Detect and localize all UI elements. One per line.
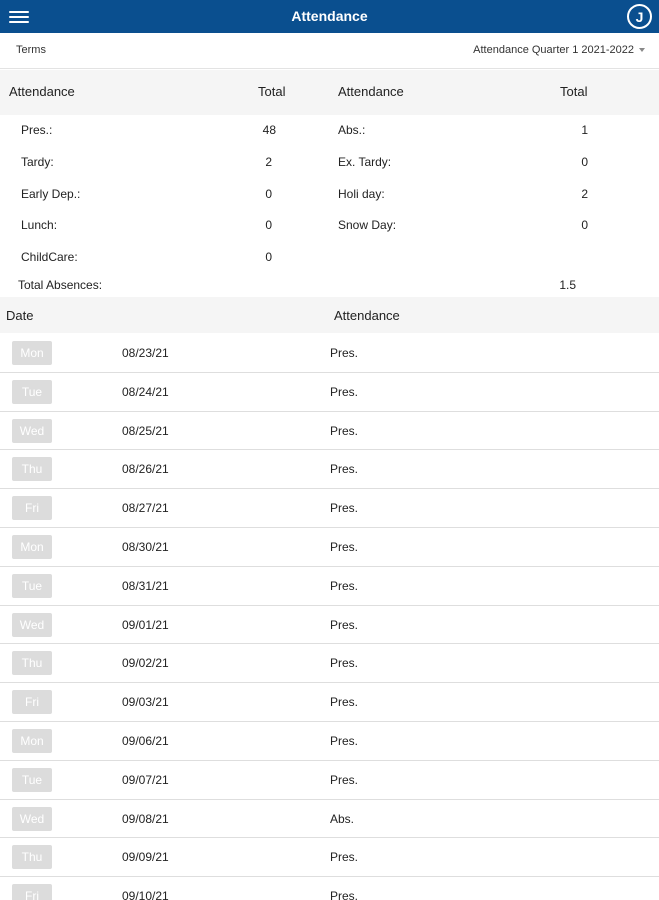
row-status: Pres.	[330, 850, 359, 865]
list-item[interactable]	[0, 800, 659, 839]
row-status: Pres.	[330, 578, 359, 593]
row-date: 08/24/21	[122, 384, 169, 399]
summary-value: 0	[265, 218, 272, 232]
day-badge: Tue	[12, 380, 52, 404]
list-item[interactable]	[0, 606, 659, 645]
summary-value: 1	[581, 123, 588, 137]
attendance-summary	[0, 115, 659, 297]
total-absences-value: 1.5	[559, 278, 576, 292]
summary-label: Tardy:	[21, 155, 54, 169]
row-date: 09/08/21	[122, 811, 169, 826]
day-badge: Tue	[12, 768, 52, 792]
row-status: Pres.	[330, 462, 359, 477]
app-header	[0, 0, 659, 33]
row-status: Pres.	[330, 346, 359, 360]
summary-label: Holi day:	[338, 187, 385, 201]
terms-selected-value: Attendance Quarter 1 2021-2022	[473, 44, 634, 56]
list-item[interactable]	[0, 761, 659, 800]
day-badge: Wed	[12, 419, 52, 443]
attendance-list	[0, 334, 659, 900]
row-status: Abs.	[330, 811, 355, 826]
row-status: Pres.	[330, 733, 359, 748]
terms-dropdown[interactable]	[473, 44, 645, 56]
summary-col1-header: Attendance	[9, 84, 75, 99]
list-item[interactable]	[0, 334, 659, 373]
row-status: Pres.	[330, 384, 359, 399]
list-item[interactable]	[0, 838, 659, 877]
date-column-header: Date	[6, 308, 34, 323]
list-item[interactable]	[0, 412, 659, 451]
day-badge: Thu	[12, 651, 52, 675]
row-date: 08/27/21	[122, 501, 169, 516]
summary-value: 0	[581, 155, 588, 169]
total-absences-label: Total Absences:	[18, 278, 103, 292]
row-date: 09/06/21	[122, 733, 169, 748]
day-badge: Fri	[12, 690, 52, 714]
row-date: 08/31/21	[122, 578, 169, 593]
row-status: Pres.	[330, 423, 359, 438]
row-date: 09/03/21	[122, 695, 169, 710]
chevron-down-icon	[639, 48, 645, 52]
summary-label: Snow Day:	[338, 218, 397, 232]
day-badge: Wed	[12, 807, 52, 831]
row-status: Pres.	[330, 617, 359, 632]
row-date: 09/01/21	[122, 617, 169, 632]
day-badge: Wed	[12, 613, 52, 637]
list-item[interactable]	[0, 877, 659, 900]
summary-col2-total: Total	[560, 84, 588, 99]
summary-col2-header: Attendance	[338, 84, 404, 99]
summary-label: Ex. Tardy:	[338, 155, 392, 169]
summary-value: 0	[581, 218, 588, 232]
day-badge: Tue	[12, 574, 52, 598]
row-date: 09/10/21	[122, 889, 169, 900]
summary-label: ChildCare:	[21, 250, 78, 264]
list-item[interactable]	[0, 567, 659, 606]
summary-value: 48	[262, 123, 276, 137]
day-badge: Mon	[12, 535, 52, 559]
attendance-column-header: Attendance	[334, 308, 400, 323]
summary-label: Pres.:	[21, 123, 53, 137]
page-title: Attendance	[291, 8, 368, 24]
summary-label: Lunch:	[21, 218, 58, 232]
row-date: 08/30/21	[122, 539, 169, 554]
list-item[interactable]	[0, 683, 659, 722]
row-date: 09/07/21	[122, 772, 169, 787]
day-badge: Mon	[12, 341, 52, 365]
summary-value: 2	[581, 187, 588, 201]
summary-label: Abs.:	[338, 123, 366, 137]
list-item[interactable]	[0, 528, 659, 567]
row-status: Pres.	[330, 539, 359, 554]
attendance-list-header	[0, 297, 659, 333]
day-badge: Fri	[12, 884, 52, 900]
app-logo-icon[interactable]: J	[627, 4, 652, 29]
row-date: 08/26/21	[122, 462, 169, 477]
summary-header	[0, 70, 659, 115]
list-item[interactable]	[0, 644, 659, 683]
summary-label: Early Dep.:	[21, 187, 81, 201]
terms-label: Terms	[16, 44, 46, 56]
day-badge: Fri	[12, 496, 52, 520]
day-badge: Thu	[12, 457, 52, 481]
day-badge: Thu	[12, 845, 52, 869]
row-date: 08/25/21	[122, 423, 169, 438]
row-status: Pres.	[330, 772, 359, 787]
row-date: 09/09/21	[122, 850, 169, 865]
list-item[interactable]	[0, 489, 659, 528]
row-status: Pres.	[330, 695, 359, 710]
list-item[interactable]	[0, 450, 659, 489]
summary-value: 0	[265, 187, 272, 201]
terms-row	[0, 33, 659, 69]
summary-value: 0	[265, 250, 272, 264]
list-item[interactable]	[0, 722, 659, 761]
row-date: 09/02/21	[122, 656, 169, 671]
row-status: Pres.	[330, 889, 359, 900]
list-item[interactable]	[0, 373, 659, 412]
row-status: Pres.	[330, 656, 359, 671]
row-status: Pres.	[330, 501, 359, 516]
row-date: 08/23/21	[122, 346, 169, 360]
summary-value: 2	[265, 155, 272, 169]
day-badge: Mon	[12, 729, 52, 753]
summary-col1-total: Total	[258, 84, 286, 99]
